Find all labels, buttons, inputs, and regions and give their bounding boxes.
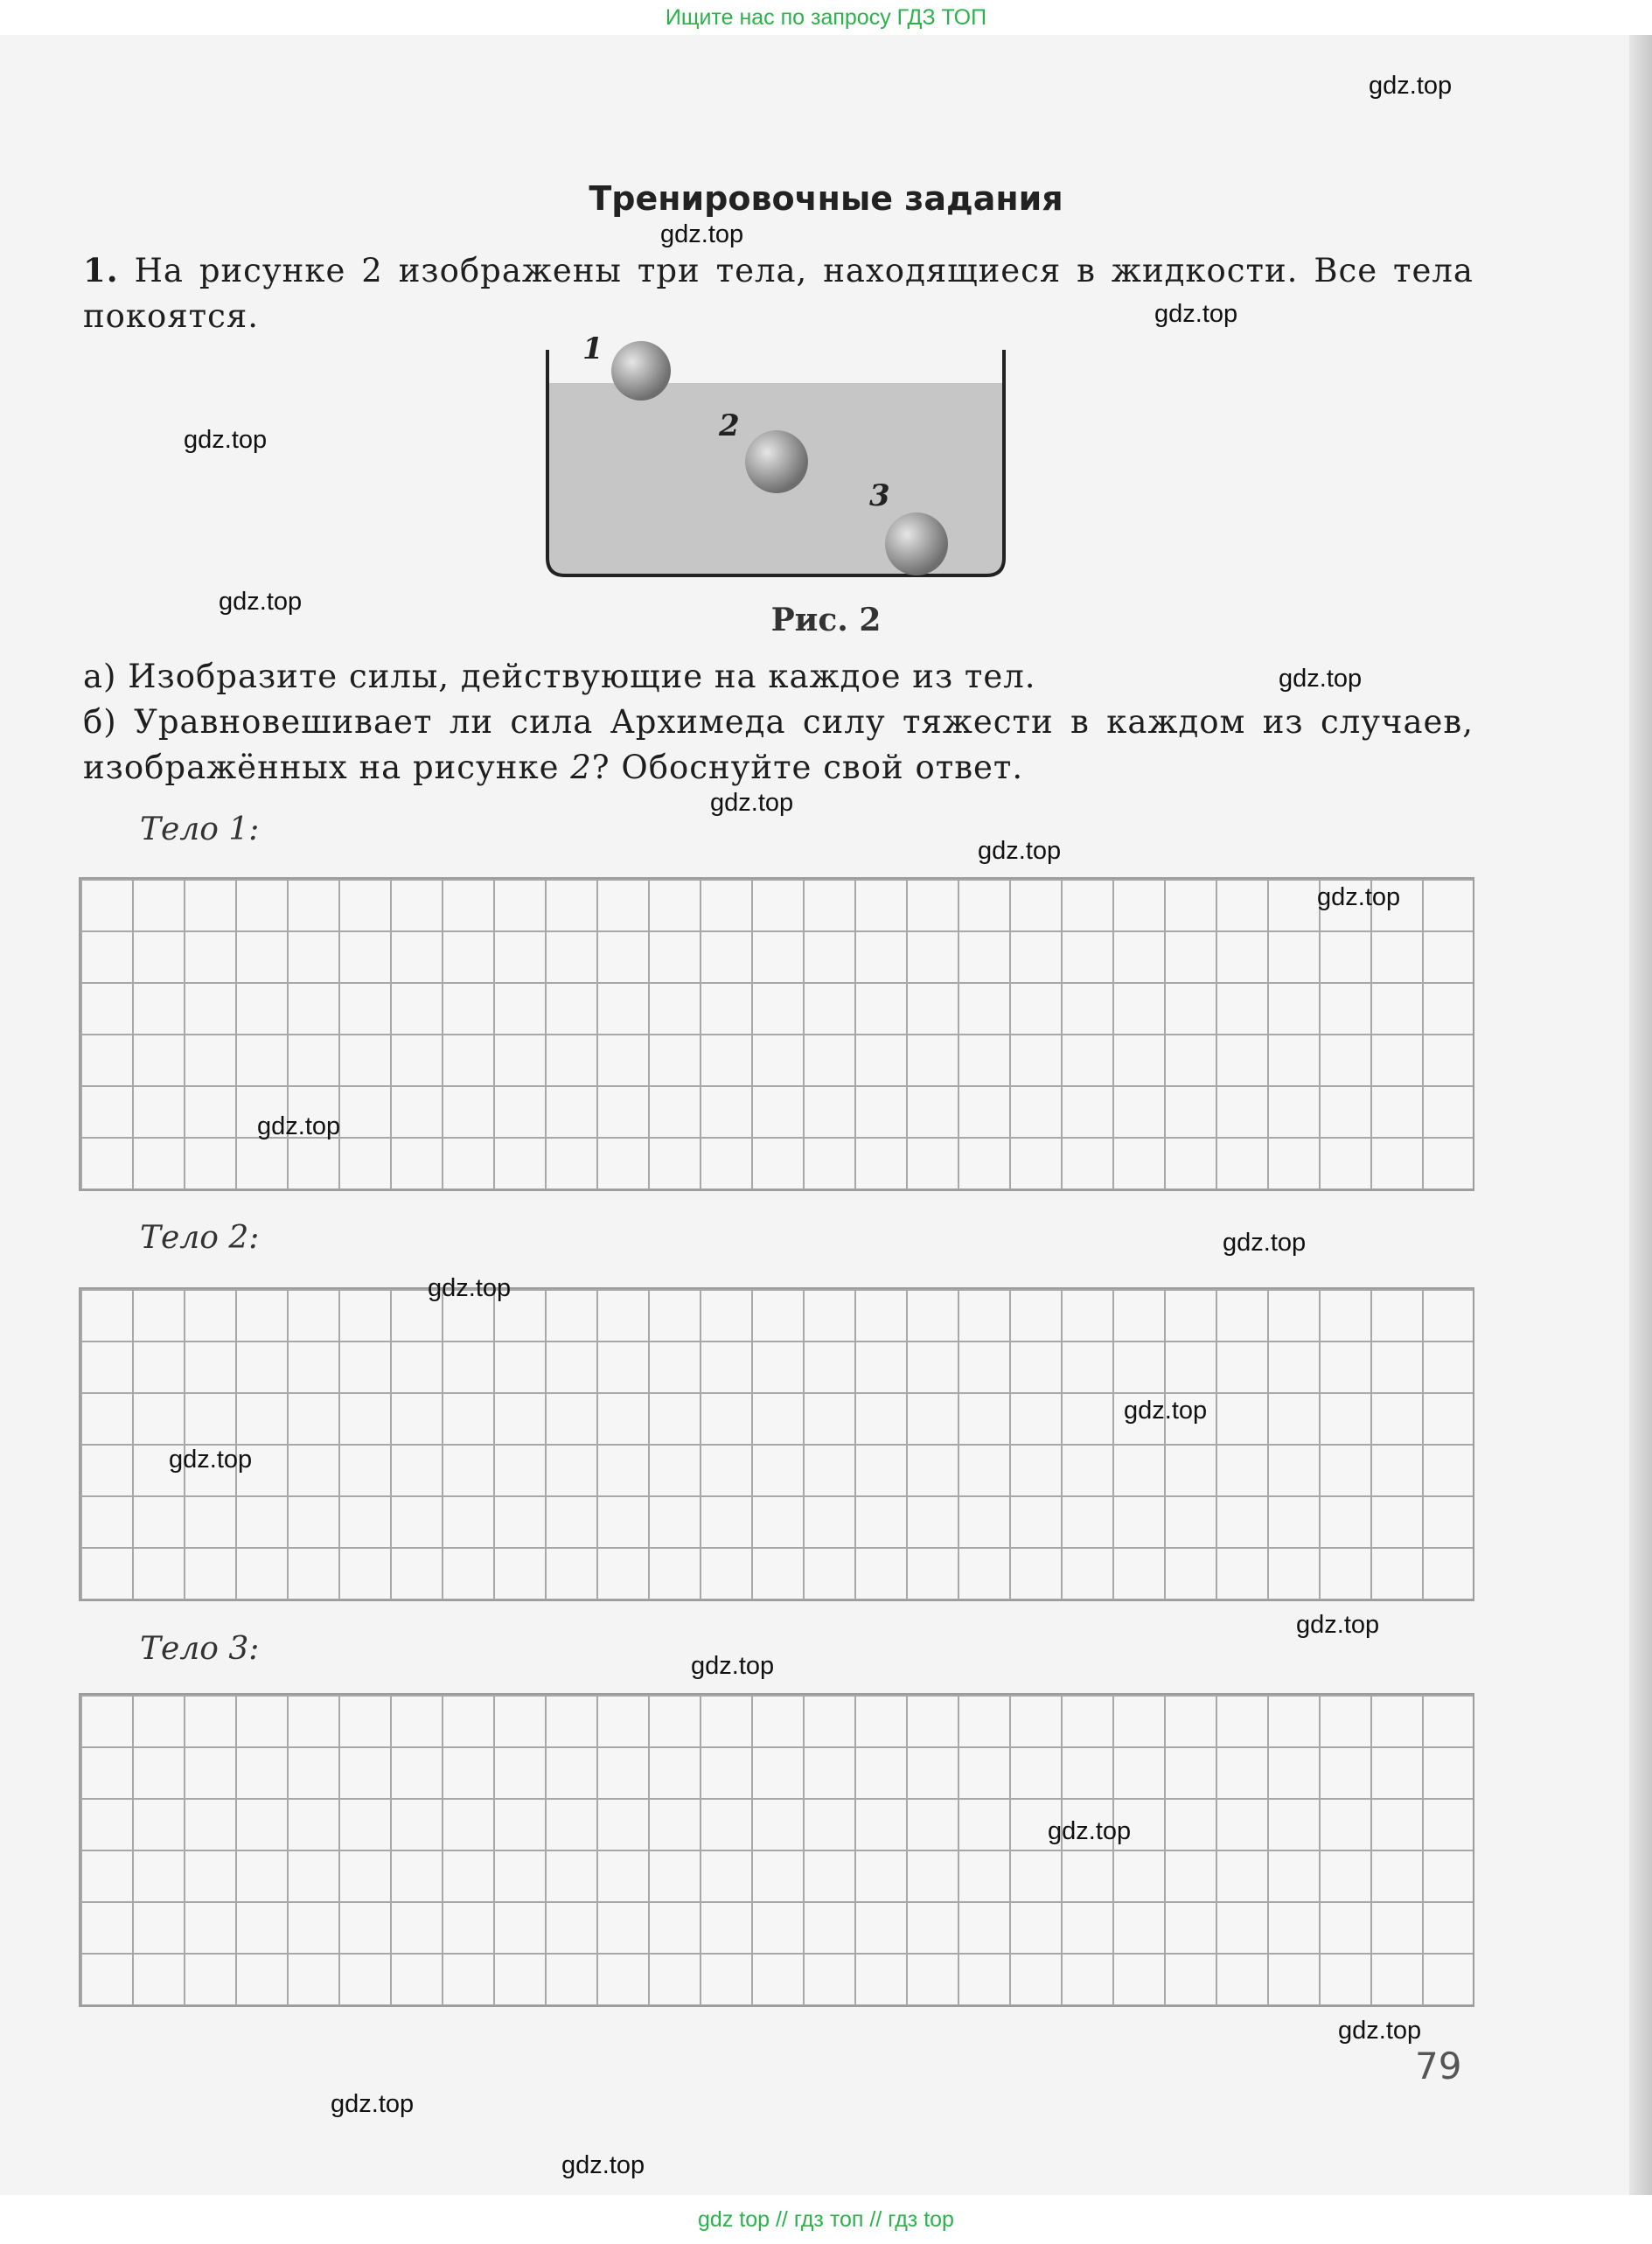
watermark: gdz.top [978, 837, 1062, 865]
watermark: gdz.top [1317, 883, 1401, 911]
figure-caption: Рис. 2 [770, 602, 882, 638]
watermark: gdz.top [710, 789, 794, 817]
watermark: gdz.top [169, 1446, 253, 1474]
answer-grid-body-1[interactable] [79, 877, 1474, 1191]
question-b-text: б) Уравновешивает ли сила Архимеда силу тяжести в каждом из случаев, изображённых на рисунке [83, 703, 1474, 786]
watermark: gdz.top [1048, 1817, 1132, 1845]
task-number: 1. [83, 251, 119, 289]
question-a: а) Изобразите силы, действующие на каждое из тел. [83, 658, 1036, 695]
watermark: gdz.top [428, 1274, 512, 1302]
footer-banner[interactable]: gdz top // гдз топ // гдз top [0, 2195, 1652, 2244]
watermark: gdz.top [691, 1652, 775, 1680]
question-b [83, 700, 1474, 791]
question-b-figure-ref: 2 [570, 749, 592, 786]
body-2-label: Тело 2: [140, 1220, 260, 1256]
body-1-label: Тело 1: [140, 812, 260, 847]
watermark: gdz.top [1279, 665, 1363, 693]
ball-2 [745, 430, 808, 493]
task-1-text [83, 247, 1474, 339]
figure-vessel-with-balls [525, 332, 1049, 595]
top-banner[interactable]: Ищите нас по запросу ГДЗ ТОП [0, 0, 1652, 35]
watermark: gdz.top [1154, 300, 1238, 328]
ball-1 [611, 341, 671, 401]
watermark: gdz.top [1369, 72, 1453, 100]
question-b-end: ? Обоснуйте свой ответ. [591, 749, 1024, 786]
watermark: gdz.top [1338, 2017, 1422, 2045]
answer-grid-body-3[interactable] [79, 1693, 1474, 2007]
watermark: gdz.top [1223, 1229, 1307, 1257]
page-number: 79 [1415, 2045, 1462, 2087]
ball-label-2: 2 [719, 408, 740, 443]
watermark: gdz.top [660, 220, 744, 248]
ball-label-3: 3 [869, 478, 890, 513]
body-3-label: Тело 3: [140, 1631, 260, 1667]
watermark: gdz.top [1296, 1611, 1380, 1639]
watermark: gdz.top [219, 588, 303, 616]
page-edge-shadow [1629, 35, 1652, 2195]
ball-3 [885, 512, 948, 575]
section-heading: Тренировочные задания [589, 179, 1063, 218]
watermark: gdz.top [561, 2151, 645, 2179]
watermark: gdz.top [331, 2090, 415, 2118]
ball-label-1: 1 [582, 332, 603, 366]
watermark: gdz.top [184, 426, 268, 454]
answer-grid-body-2[interactable] [79, 1287, 1474, 1601]
watermark: gdz.top [257, 1112, 341, 1140]
watermark: gdz.top [1124, 1397, 1208, 1425]
task-statement: На рисунке 2 изображены три тела, находящиеся в жидкости. Все тела покоятся. [83, 252, 1474, 335]
